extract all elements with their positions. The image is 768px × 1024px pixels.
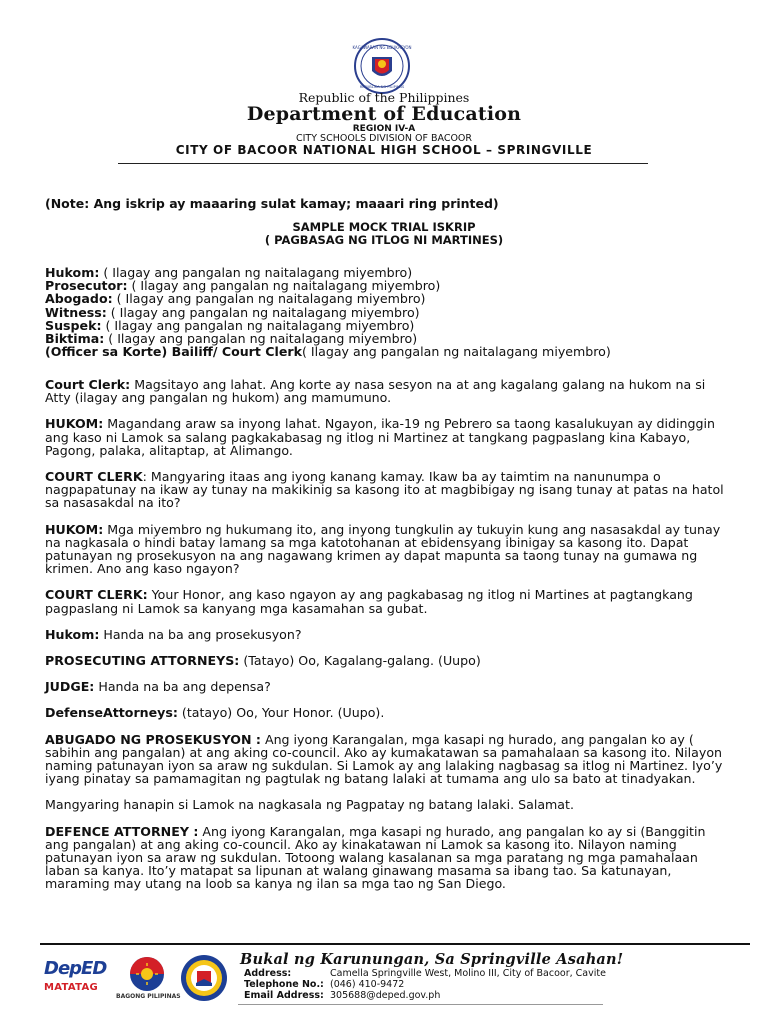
dialogue-line — [45, 417, 725, 457]
dialogue-line — [45, 680, 725, 693]
cast-text: ( Ilagay ang pangalan ng naitalagang miyembro) — [302, 344, 611, 360]
contact-email — [244, 990, 440, 1001]
email-label: Email Address: — [244, 990, 324, 1001]
school-seal-logo — [176, 953, 232, 1003]
phone-value: (046) 410-9472 — [330, 979, 405, 990]
deped-logo: DepED — [44, 958, 107, 979]
email-value: 305688@deped.gov.ph — [330, 990, 441, 1001]
cast-text: ( Ilagay ang pangalan ng naitalagang miyembro) — [106, 304, 420, 320]
speaker: JUDGE: — [45, 679, 95, 695]
line-text: Mga miyembro ng hukumang ito, ang inyong tungkulin ay tukuyin kung ang nasasakdal ay tunay na nagkasala o hindi batay lamang sa mga katotohanan at ebidensyang ibinigay sa kasong ito. Dapat patunayan ng prosekusyon na ang nagawang krimen ay dapat mapunta sa taong tunay na gumawa ng krimen. Ano ang kaso ngayon? — [45, 521, 721, 577]
speaker: ABUGADO NG PROSEKUSYON : — [45, 731, 261, 747]
speaker: Court Clerk: — [45, 377, 131, 392]
cast-text: ( Ilagay ang pangalan ng naitalagang miyembro) — [101, 317, 415, 333]
header-region: REGION IV-A — [352, 124, 416, 134]
dialogue-line — [45, 825, 725, 891]
line-text: Handa na ba ang prosekusyon? — [99, 626, 302, 642]
speaker: DEFENCE ATTORNEY : — [45, 823, 199, 839]
header-school: CITY OF BACOOR NATIONAL HIGH SCHOOL – SPRINGVILLE — [175, 143, 593, 157]
cast-text: ( Ilagay ang pangalan ng naitalagang miyembro) — [104, 331, 418, 347]
document-title: SAMPLE MOCK TRIAL ISKRIP — [292, 220, 476, 234]
script-note: (Note: Ang iskrip ay maaaring sulat kamay; maaari ring printed) — [45, 196, 499, 211]
cast-role: (Officer sa Korte) Bailiff/ Court Clerk — [45, 344, 302, 360]
dialogue — [45, 378, 725, 904]
dialogue-line — [45, 628, 725, 641]
school-slogan: Bukal ng Karunungan, Sa Springville Asahan! — [240, 951, 624, 968]
header-divider — [118, 163, 648, 164]
speaker: HUKOM: — [45, 521, 104, 537]
line-text: Ang iyong Karangalan, mga kasapi ng hurado, ang pangalan ko ay ( sabihin ang pangalan) at ang aking co-council. Ako ay kumakatawan sa pamahalaan sa kasong ito. Nilayon naming patunayan iyon sa araw ng sukdulan. Si Lamok ay ang lalaking nagbasag sa itlog ni Martinez. Iyo’y iyang pinatay sa pamamagitan ng pagtulak ng batang lalaki at tumama ang ulo sa bato at tinadyakan. — [45, 731, 723, 787]
cast-role: Hukom: — [45, 265, 100, 280]
line-text: (Tatayo) Oo, Kagalang-galang. (Uupo) — [239, 653, 481, 669]
cast-list — [45, 266, 725, 358]
cast-role: Witness: — [45, 304, 107, 320]
cast-role: Suspek: — [45, 317, 102, 333]
cast-text: ( Ilagay ang pangalan ng naitalagang miyembro) — [99, 265, 413, 280]
cast-text: ( Ilagay ang pangalan ng naitalagang miyembro) — [127, 278, 441, 294]
footer-divider — [40, 943, 750, 945]
address-value: Camella Springville West, Molino III, City of Bacoor, Cavite — [330, 968, 606, 979]
matatag-logo: MATATAG — [44, 982, 99, 993]
cast-role: Abogado: — [45, 291, 113, 307]
dialogue-line — [45, 523, 725, 576]
svg-text:REPUBLIKA NG PILIPINAS: REPUBLIKA NG PILIPINAS — [359, 85, 405, 89]
cast-role: Prosecutor: — [45, 278, 128, 294]
bagong-pilipinas-text: BAGONG PILIPINAS — [116, 993, 181, 1000]
dialogue-line — [45, 654, 725, 667]
contact-phone — [244, 979, 404, 990]
header-division: CITY SCHOOLS DIVISION OF BACOOR — [295, 133, 473, 144]
contact-address — [244, 968, 606, 979]
phone-label: Telephone No.: — [244, 979, 324, 990]
line-text: Handa na ba ang depensa? — [94, 679, 271, 695]
dialogue-line — [45, 470, 725, 510]
speaker: PROSECUTING ATTORNEYS: — [45, 653, 240, 669]
footer-contact-divider — [238, 1004, 603, 1005]
line-text: Your Honor, ang kaso ngayon ay ang pagkabasag ng itlog ni Martines at pagtangkang pagpaslang ni Lamok sa kanyang mga kasamahan sa gubat. — [45, 587, 693, 616]
speaker: COURT CLERK: — [45, 587, 148, 603]
cast-row — [45, 345, 725, 358]
dialogue-line — [45, 588, 725, 614]
speaker: COURT CLERK — [45, 469, 143, 485]
dialogue-line — [45, 706, 725, 719]
dialogue-line — [45, 378, 725, 404]
speaker: HUKOM: — [45, 416, 104, 432]
speaker: DefenseAttorneys: — [45, 705, 178, 721]
line-text: : Mangyaring itaas ang iyong kanang kamay. Ikaw ba ay taimtim na nanunumpa o nagpapatunay na ikaw ay tunay na makikinig sa kasong ito at magbibigay ng isang tunay at patas na hatol sa nasasakdal na ito? — [45, 469, 724, 511]
line-text: Mangyaring hanapin si Lamok na nagkasala ng Pagpatay ng batang lalaki. Salamat. — [45, 797, 574, 813]
line-text: (tatayo) Oo, Your Honor. (Uupo). — [177, 705, 385, 721]
header-department: Department of Education — [246, 103, 522, 125]
document-subtitle: ( PAGBASAG NG ITLOG NI MARTINES) — [264, 233, 504, 247]
bagong-pilipinas-logo — [118, 955, 176, 993]
svg-text:KAGAWARAN NG EDUKASYON: KAGAWARAN NG EDUKASYON — [352, 45, 412, 50]
line-text: Ang iyong Karangalan, mga kasapi ng hurado, ang pangalan ko ay si (Banggitin ang pangalan) at ang aking co-council. Ako ay kinakatawan ni Lamok sa kasong ito. Nilayon naming patunayan iyon sa araw ng sukdulan. Totoong walang kasalanan sa mga paratang ng mga pamahalaan laban sa kanya. Ito’y matapat sa lipunan at walang ginawang masama sa ibang tao. Sa katunayan, maraming may utang na loob sa kanya ng ilan sa mga tao ng San Diego. — [45, 823, 706, 892]
line-text: Magsitayo ang lahat. Ang korte ay nasa sesyon na at ang kagalang galang na hukom na si Atty (ilagay ang pangalan ng hukom) ang mamumuno. — [45, 377, 706, 406]
dialogue-line — [45, 733, 725, 786]
cast-text: ( Ilagay ang pangalan ng naitalagang miyembro) — [112, 291, 426, 307]
header-republic: Republic of the Philippines — [298, 90, 470, 105]
dialogue-line — [45, 798, 725, 811]
address-label: Address: — [244, 968, 292, 979]
speaker: Hukom: — [45, 626, 100, 642]
cast-role: Biktima: — [45, 331, 105, 347]
line-text: Magandang araw sa inyong lahat. Ngayon, ika-19 ng Pebrero sa taong kasalukuyan ay didinggin ang kaso ni Lamok sa salang pagkakabasag ng itlog ni Martinez at tangkang pagpaslang kina Kabayo, Pagong, palaka, alitaptap, at Alimango. — [45, 416, 715, 458]
deped-seal-logo — [348, 37, 416, 95]
